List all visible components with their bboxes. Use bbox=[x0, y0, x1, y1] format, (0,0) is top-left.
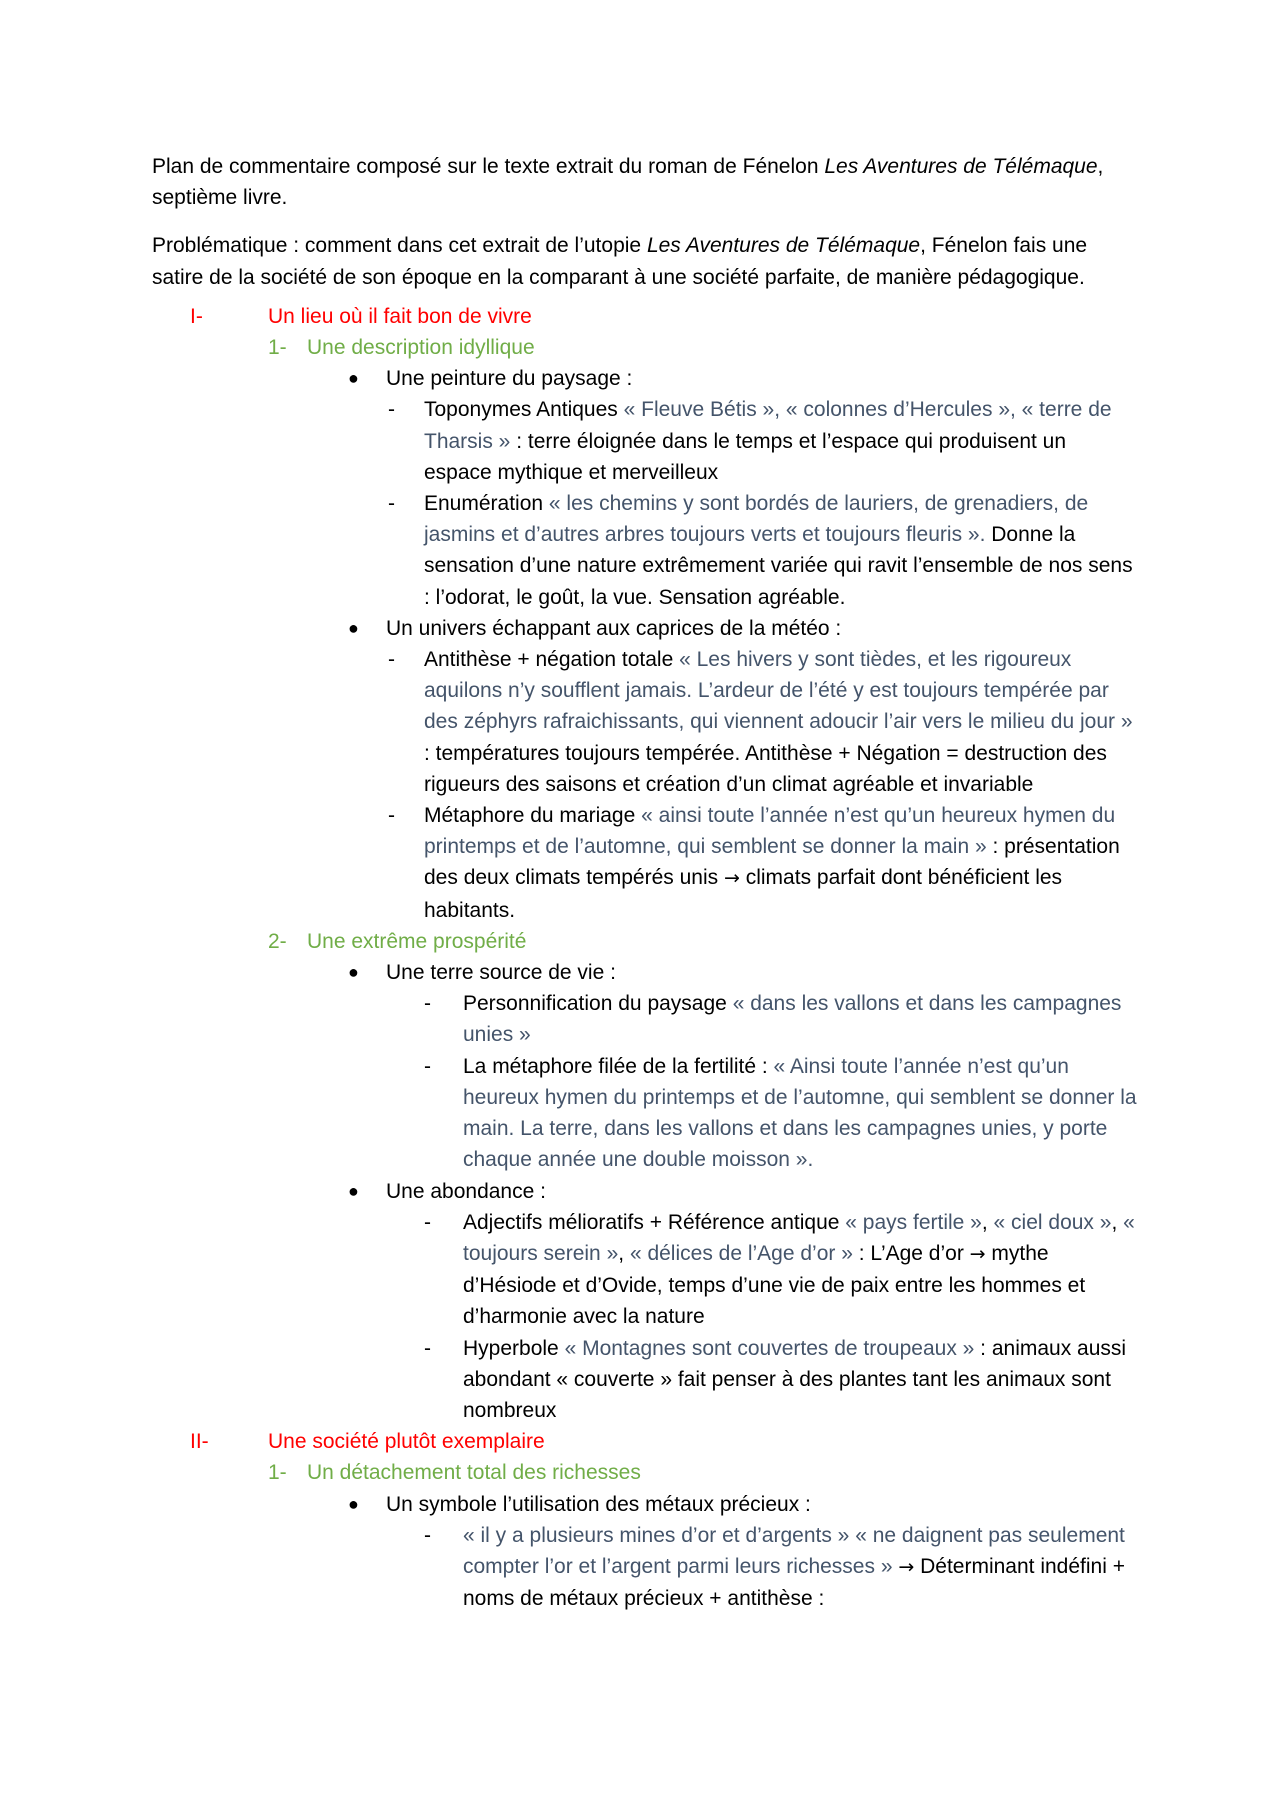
dash-item bbox=[152, 644, 1137, 800]
dash-text bbox=[152, 1333, 1137, 1427]
intro-title-suffix: , septième livre. bbox=[152, 155, 1104, 210]
dash-label: Personnification du paysage bbox=[463, 992, 733, 1016]
bullet-text: Un univers échappant aux caprices de la météo : bbox=[386, 616, 842, 640]
section-title: Une société plutôt exemplaire bbox=[268, 1430, 545, 1454]
document-page bbox=[152, 151, 1137, 1614]
dash-item bbox=[152, 1520, 1137, 1615]
dash-text bbox=[152, 488, 1137, 613]
subsection-title: Une description idyllique bbox=[307, 336, 535, 360]
subsection-heading-1-2 bbox=[152, 926, 1137, 957]
bullet-text: Une abondance : bbox=[386, 1179, 546, 1203]
comment: : L’Age d’or bbox=[852, 1241, 970, 1265]
dash-text bbox=[152, 394, 1137, 488]
intro-title bbox=[152, 151, 1137, 213]
bullet-icon: ● bbox=[348, 617, 359, 638]
quote: « dans les vallons et dans les campagnes unies » bbox=[463, 992, 1122, 1047]
subsection-title: Un détachement total des richesses bbox=[307, 1461, 641, 1485]
dash-text bbox=[152, 1051, 1137, 1176]
dash-icon: - bbox=[388, 804, 395, 828]
dash-icon: - bbox=[424, 1336, 431, 1360]
bullet-text: Une peinture du paysage : bbox=[386, 367, 633, 391]
dash-icon: - bbox=[388, 398, 395, 422]
comment: climats parfait dont bénéficient les habitants. bbox=[424, 866, 1063, 922]
subsection-number: 2- bbox=[268, 929, 287, 953]
subsection-heading-1-1 bbox=[152, 332, 1137, 363]
quote: « il y a plusieurs mines d’or et d’argents » « ne daignent pas seulement compter l’or et l’argent parmi leurs richesses » bbox=[463, 1523, 1125, 1578]
dash-icon: - bbox=[424, 1054, 431, 1078]
dash-text bbox=[152, 1207, 1137, 1333]
arrow-right-icon: → bbox=[723, 867, 740, 890]
section-title: Un lieu où il fait bon de vivre bbox=[268, 304, 532, 328]
bullet-item bbox=[152, 363, 1137, 394]
quote: « Fleuve Bétis », « colonnes d’Hercules », « terre de Tharsis » bbox=[424, 398, 1112, 453]
dash-text bbox=[152, 1520, 1137, 1615]
dash-item bbox=[152, 800, 1137, 926]
bullet-text: Un symbole l’utilisation des métaux précieux : bbox=[386, 1492, 811, 1516]
bullet-item bbox=[152, 1489, 1137, 1520]
subsection-title: Une extrême prospérité bbox=[307, 929, 527, 953]
dash-label: Toponymes Antiques bbox=[424, 398, 624, 422]
bullet-icon: ● bbox=[348, 1493, 359, 1514]
dash-icon: - bbox=[424, 1523, 431, 1547]
quote: « ainsi toute l’année n’est qu’un heureux hymen du printemps et de l’automne, qui semblent se donner la main » bbox=[424, 804, 1116, 859]
section-heading-2 bbox=[152, 1426, 1137, 1457]
bullet-item bbox=[152, 957, 1137, 988]
dash-label: Antithèse + négation totale bbox=[424, 648, 680, 672]
bullet-item bbox=[152, 613, 1137, 644]
subsection-number: 1- bbox=[268, 1461, 287, 1485]
comment: : animaux aussi abondant « couverte » fait penser à des plantes tant les animaux sont nombreux bbox=[463, 1336, 1127, 1422]
separator: , bbox=[1111, 1210, 1124, 1234]
separator: , bbox=[618, 1241, 630, 1265]
comment: Déterminant indéfini + noms de métaux précieux + antithèse : bbox=[463, 1554, 1125, 1611]
bullet-text: Une terre source de vie : bbox=[386, 961, 616, 985]
quote: « Ainsi toute l’année n’est qu’un heureux hymen du printemps et de l’automne, qui semblent se donner la main. La terre, dans les vallons et dans les campagnes unies, y porte chaque année une double moisson ». bbox=[463, 1054, 1137, 1172]
quote: « pays fertile » bbox=[845, 1210, 982, 1234]
dash-label: La métaphore filée de la fertilité : bbox=[463, 1054, 774, 1078]
dash-icon: - bbox=[388, 492, 395, 516]
quote: « ciel doux » bbox=[993, 1210, 1112, 1234]
quote: « les chemins y sont bordés de lauriers, de grenadiers, de jasmins et d’autres arbres toujours verts et toujours fleuris ». bbox=[424, 492, 1089, 547]
dash-label: Hyperbole bbox=[463, 1336, 565, 1360]
problematique-book-title: Les Aventures de Télémaque bbox=[646, 234, 921, 258]
comment: : terre éloignée dans le temps et l’espace qui produisent un espace mythique et merveilleux bbox=[424, 429, 1067, 484]
comment: : présentation des deux climats tempérés unis bbox=[424, 835, 1120, 890]
quote: « toujours serein » bbox=[463, 1210, 1135, 1265]
arrow-right-icon: → bbox=[969, 1242, 986, 1265]
quote: « Les hivers y sont tièdes, et les rigoureux aquilons n’y soufflent jamais. L’ardeur de l’été y est toujours tempérée par des zéphyrs rafraichissants, qui viennent adoucir l’air vers le milieu du jour » bbox=[424, 648, 1133, 734]
dash-icon: - bbox=[388, 648, 395, 672]
comment: : températures toujours tempérée. Antithèse + Négation = destruction des rigueurs des saisons et création d’un climat agréable et invariable bbox=[424, 741, 1107, 796]
dash-item bbox=[152, 988, 1137, 1050]
quote: « Montagnes sont couvertes de troupeaux » bbox=[564, 1336, 975, 1360]
dash-item bbox=[152, 394, 1137, 488]
bullet-item bbox=[152, 1176, 1137, 1207]
dash-item bbox=[152, 1051, 1137, 1176]
bullet-icon: ● bbox=[348, 1180, 359, 1201]
dash-icon: - bbox=[424, 992, 431, 1016]
section-heading-1 bbox=[152, 301, 1137, 332]
dash-text bbox=[152, 988, 1137, 1050]
dash-item bbox=[152, 488, 1137, 613]
dash-text bbox=[152, 800, 1137, 926]
dash-label: Métaphore du mariage bbox=[424, 804, 642, 828]
dash-label: Adjectifs mélioratifs + Référence antique bbox=[463, 1210, 846, 1234]
bullet-icon: ● bbox=[348, 962, 359, 983]
comment: Donne la sensation d’une nature extrêmement variée qui ravit l’ensemble de nos sens : l’odorat, le goût, la vue. Sensation agréable. bbox=[424, 523, 1133, 609]
section-number: I- bbox=[190, 304, 203, 328]
separator: , bbox=[981, 1210, 994, 1234]
problematique-text: Problématique : comment dans cet extrait de l’utopie bbox=[152, 234, 647, 258]
dash-label: Enumération bbox=[424, 492, 549, 516]
problematique bbox=[152, 230, 1137, 292]
dash-icon: - bbox=[424, 1210, 431, 1234]
intro-title-text: Plan de commentaire composé sur le texte extrait du roman de Fénelon bbox=[152, 155, 825, 178]
quote: « délices de l’Age d’or » bbox=[629, 1241, 853, 1265]
dash-text bbox=[152, 644, 1137, 800]
problematique-suffix: , Fénelon fais une satire de la société de son époque en la comparant à une société parfaite, de manière pédagogique. bbox=[152, 234, 1088, 289]
arrow-right-icon: → bbox=[898, 1555, 915, 1578]
section-number: II- bbox=[190, 1430, 209, 1454]
subsection-number: 1- bbox=[268, 336, 287, 360]
book-title: Les Aventures de Télémaque bbox=[824, 155, 1098, 178]
subsection-heading-2-1 bbox=[152, 1457, 1137, 1488]
comment: mythe d’Hésiode et d’Ovide, temps d’une vie de paix entre les hommes et d’harmonie avec la nature bbox=[463, 1241, 1086, 1329]
dash-item bbox=[152, 1333, 1137, 1427]
dash-item bbox=[152, 1207, 1137, 1333]
bullet-icon: ● bbox=[348, 368, 359, 389]
